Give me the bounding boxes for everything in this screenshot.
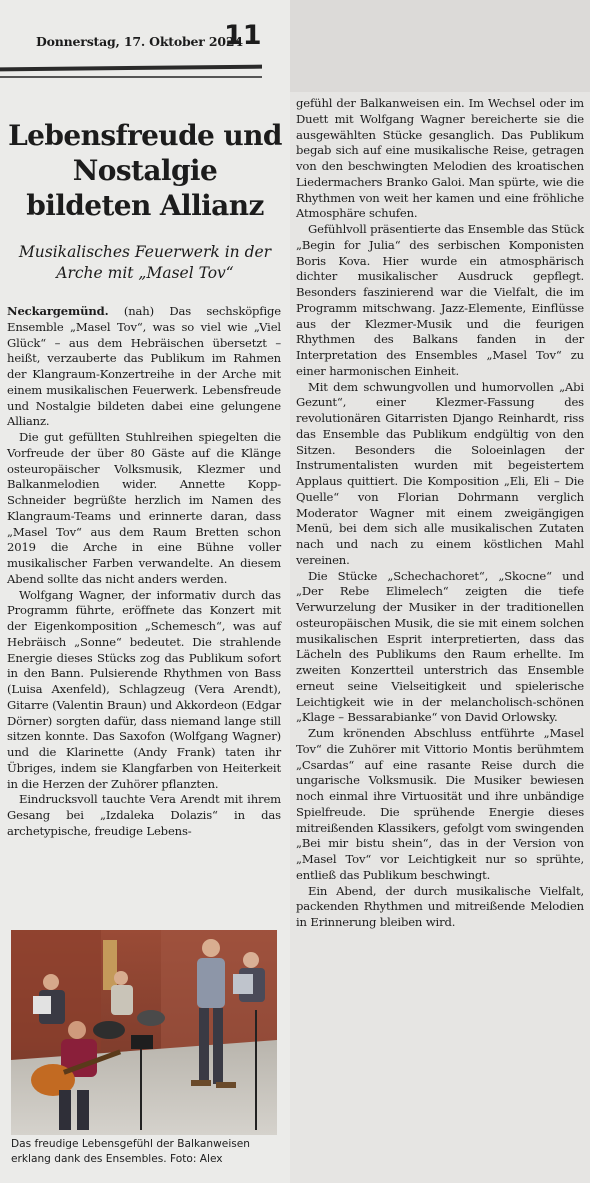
page-header — [0, 0, 290, 90]
photo-caption: Das freudige Lebensgefühl der Balkanweisen erklang dank des Ensembles. Foto: Alex — [11, 1138, 251, 1165]
article-paragraph: Eindrucksvoll tauchte Vera Arendt mit ihrem Gesang bei „Izdaleka Dolazis“ in das archetypische, freudige Lebens- — [7, 792, 281, 838]
concert-photo — [11, 930, 277, 1135]
article-paragraph: Wolfgang Wagner, der informativ durch das Programm führte, eröffnete das Konzert mit der Eigenkomposition „Schemesch“, was auf Hebräisch „Sonne“ bedeutet. Die strahlende Energie dieses Stücks zog das Publikum sofort in den Bann. Pulsierende Rhythmen von Bass (Luisa Axenfeld), Schlagzeug (Vera Arendt), Gitarre (Valentin Braun) und Akkordeon (Edgar Dörner) sorgten dafür, dass niemand lange still sitzen konnte. Das Saxofon (Wolfgang Wagner) und die Klarinette (Andy Frank) taten ihr Übriges, indem sie Klangfarben von Heiterkeit in die Herzen der Zuhörer pflanzten. — [7, 587, 281, 791]
article-column-left — [7, 304, 281, 840]
issue-date: Donnerstag, 17. Oktober 2024 — [36, 34, 243, 49]
page-number: 11 — [224, 20, 262, 51]
article-paragraph: Neckargemünd. (nah) Das sechsköpfige Ensemble „Masel Tov“, was so viel wie „Viel Glück“ – aus dem Hebräischen übersetzt – heißt, verzauberte das Publikum im Rahmen der Klangraum-Konzertreihe in der Arche mit einem musikalischen Feuerwerk. Lebensfreude und Nostalgie bildeten dabei eine gelungene Allianz. — [7, 304, 281, 429]
header-rule-thin — [0, 76, 262, 78]
article-subheadline: Musikalisches Feuerwerk in der Arche mit „Masel Tov“ — [18, 243, 272, 282]
header-rule — [0, 65, 262, 72]
right-clipping — [290, 92, 590, 1183]
article-paragraph: Mit dem schwungvollen und humorvollen „Abi Gezunt“, einer Klezmer-Fassung des revolutionären Gitarristen Django Reinhardt, riss das Ensemble das Publikum endgültig von den Sitzen. Besonders die Soloeinlagen der Instrumentalisten wurden mit begeistertem Applaus quittiert. Die Komposition „Eli, Eli – Die Quelle“ von Florian Dohrmann verglich Moderator Wagner mit einem zweigängigen Menü, bei dem sich alle musikalischen Zutaten nach und nach zu einem köstlichen Mahl vereinen. — [296, 379, 584, 567]
left-clipping — [0, 0, 290, 1183]
dateline: Neckargemünd. — [7, 304, 109, 318]
article-paragraph: Ein Abend, der durch musikalische Vielfalt, packenden Rhythmen und mitreißende Melodien in Erinnerung bleiben wird. — [296, 883, 584, 929]
article-column-right — [296, 96, 584, 931]
article-paragraph: Die Stücke „Schechachoret“, „Skocne“ und „Der Rebe Elimelech“ zeigten die tiefe Verwurzelung der Musiker in der traditionellen osteuropäischen Musik, die sie mit einem solchen musikalischen Esprit interpretierten, dass das Lächeln des Publikums den Raum erhellte. Im zweiten Konzertteil unterstrich das Ensemble erneut seine Vielseitigkeit und spielerische Leichtigkeit wie in der melancholisch-schönen „Klage – Bessarabianke“ von David Orlowsky. — [296, 568, 584, 725]
article-headline: Lebensfreude und Nostalgie bildeten Allianz — [8, 119, 282, 222]
article-paragraph: Die gut gefüllten Stuhlreihen spiegelten die Vorfreude der über 80 Gäste auf die Klänge osteuropäischer Volksmusik, Klezmer und Balkanmelodien wider. Annette Kopp-Schneider begrüßte herzlich im Namen des Klangraum-Teams und erinnerte daran, dass „Masel Tov“ aus dem Raum Bretten schon 2019 die Arche in eine Bühne voller musikalischer Farben verwandelte. An diesem Abend sollte das nicht anders werden. — [7, 430, 281, 586]
article-paragraph: Zum krönenden Abschluss entführte „Masel Tov“ die Zuhörer mit Vittorio Montis berühmtem „Csardas“ auf eine rasante Reise durch die ungarische Volksmusik. Die Musiker bewiesen noch einmal ihre Virtuosität und ihre unbändige Spielfreude. Die sprühende Energie dieses mitreißenden Klassikers, gefolgt vom swingenden „Bei mir bistu shein“, das in der Version von „Masel Tov“ vor Leichtigkeit nur so sprühte, entließ das Publikum beschwingt. — [296, 726, 584, 882]
article-paragraph: Gefühlvoll präsentierte das Ensemble das Stück „Begin for Julia“ des serbischen Komponisten Boris Kova. Hier wurde ein atmosphärisch dichter musikalischer Ausdruck gepflegt. Besonders faszinierend war die Vielfalt, die im Programm mitschwang. Jazz-Elemente, Einflüsse aus der Klezmer-Musik und die feurigen Rhythmen des Balkans fanden in der Interpretation des Ensembles „Masel Tov“ zu einer harmonischen Einheit. — [296, 222, 584, 378]
article-paragraph: gefühl der Balkanweisen ein. Im Wechsel oder im Duett mit Wolfgang Wagner bereicherte sie die ausgewählten Stücke gesanglich. Das Publikum begab sich auf eine musikalische Reise, getragen von den beschwingten Melodien des kroatischen Liedermachers Branko Galoi. Man spürte, wie die Rhythmen von weit her kamen und eine fröhliche Atmosphäre schufen. — [296, 96, 584, 221]
